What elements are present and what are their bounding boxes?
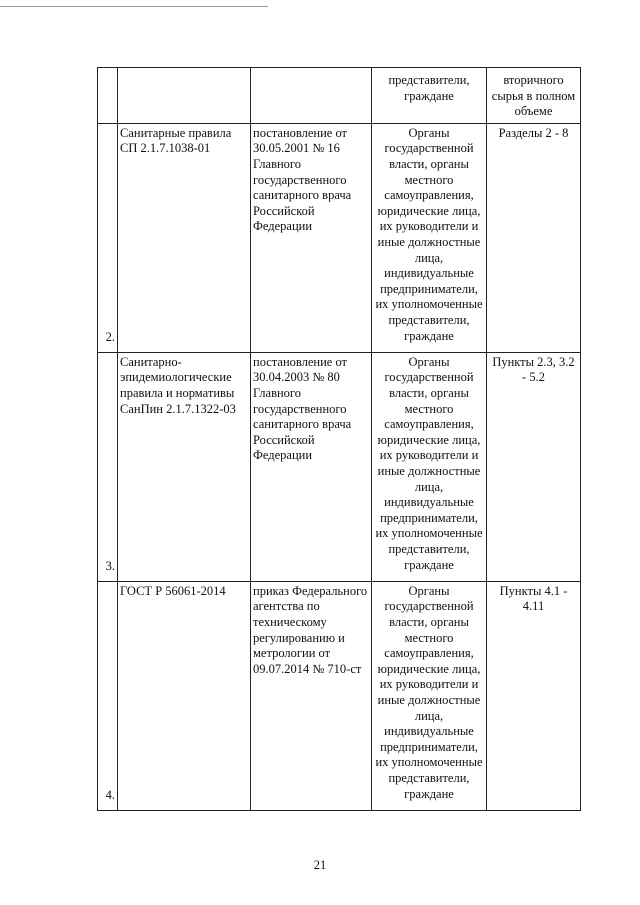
table-row: [98, 352, 581, 581]
cell-entities: Органы государственной власти, органы местного самоуправления, юридические лица, их руководители и иные должностные лица, индивидуальные предприниматели, их уполномоченные представители, граждане: [372, 352, 487, 581]
cell-document-name: Санитарно-эпидемиологические правила и нормативы СанПин 2.1.7.1322-03: [118, 352, 251, 581]
cell-entities: представители, граждане: [372, 68, 487, 124]
cell-document-name: [118, 68, 251, 124]
cell-approving-act: постановление от 30.04.2003 № 80 Главного государственного санитарного врача Российской Федерации: [251, 352, 372, 581]
cell-number: 3.: [98, 352, 118, 581]
table-row-continuation: [98, 68, 581, 124]
cell-sections: вторичного сырья в полном объеме: [487, 68, 581, 124]
cell-number: [98, 68, 118, 124]
regulations-table: [97, 67, 581, 811]
table-row: [98, 581, 581, 810]
cell-document-name: Санитарные правила СП 2.1.7.1038-01: [118, 123, 251, 352]
cell-sections: Разделы 2 - 8: [487, 123, 581, 352]
cell-approving-act: постановление от 30.05.2001 № 16 Главного государственного санитарного врача Российской Федерации: [251, 123, 372, 352]
cell-number: 4.: [98, 581, 118, 810]
top-rule: [0, 6, 268, 7]
cell-document-name: ГОСТ Р 56061-2014: [118, 581, 251, 810]
cell-approving-act: приказ Федерального агентства по техническому регулированию и метрологии от 09.07.2014 № 710-ст: [251, 581, 372, 810]
cell-number: 2.: [98, 123, 118, 352]
table-row: [98, 123, 581, 352]
cell-approving-act: [251, 68, 372, 124]
page-number: 21: [313, 858, 327, 872]
cell-entities: Органы государственной власти, органы местного самоуправления, юридические лица, их руководители и иные должностные лица, индивидуальные предприниматели, их уполномоченные представители, граждане: [372, 123, 487, 352]
cell-sections: Пункты 2.3, 3.2 - 5.2: [487, 352, 581, 581]
cell-entities: Органы государственной власти, органы местного самоуправления, юридические лица, их руководители и иные должностные лица, индивидуальные предприниматели, их уполномоченные представители, граждане: [372, 581, 487, 810]
cell-sections: Пункты 4.1 - 4.11: [487, 581, 581, 810]
